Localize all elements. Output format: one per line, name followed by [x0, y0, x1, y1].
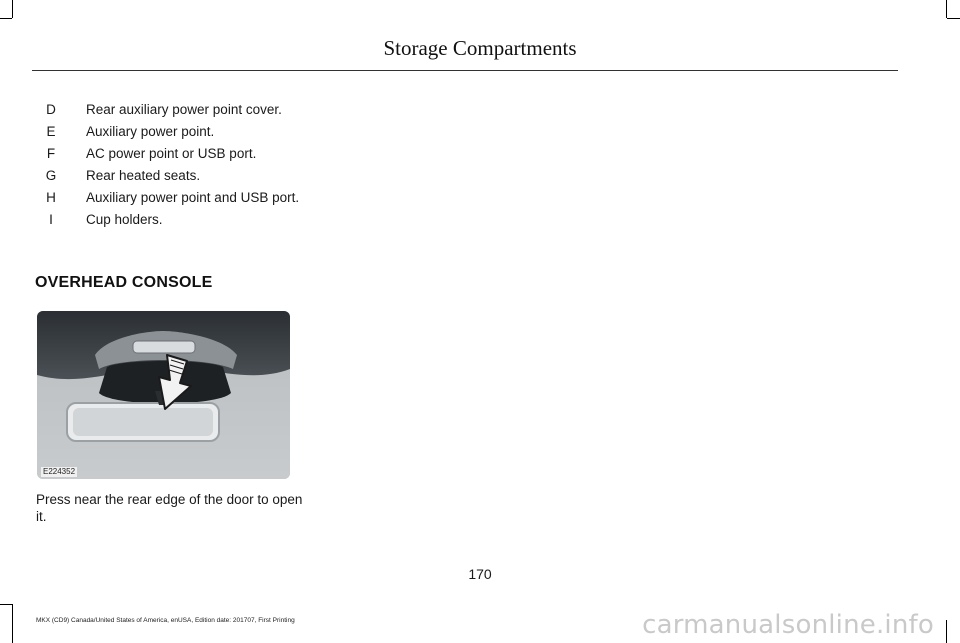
crop-mark: [0, 604, 12, 605]
mirror-glass: [73, 408, 213, 436]
legend-text: Cup holders.: [86, 212, 163, 227]
crop-mark: [947, 18, 960, 19]
watermark: carmanualsonline.info: [642, 610, 934, 640]
legend-letter: G: [45, 168, 57, 183]
legend-item: [36, 212, 306, 228]
page-number: 170: [468, 566, 492, 582]
legend-item: [36, 102, 306, 118]
legend-text: AC power point or USB port.: [86, 146, 257, 161]
legend-letter: E: [46, 124, 56, 139]
legend-text: Auxiliary power point.: [86, 124, 215, 139]
legend-text: Rear heated seats.: [86, 168, 201, 183]
legend-letter: D: [46, 102, 56, 117]
section-heading: OVERHEAD CONSOLE: [35, 274, 213, 291]
console-lamp: [133, 341, 195, 353]
crop-mark: [12, 604, 13, 643]
legend-text: Auxiliary power point and USB port.: [86, 190, 300, 205]
footer-text: MKX (CD9) Canada/United States of America, enUSA, Edition date: 201707, First Printing: [36, 617, 295, 624]
legend-letter: F: [46, 146, 56, 161]
legend-letter: H: [46, 190, 56, 205]
crop-mark: [946, 0, 947, 18]
instruction-text: Press near the rear edge of the door to open it.: [36, 492, 303, 524]
crop-mark: [0, 18, 12, 19]
legend-item: [36, 190, 306, 206]
overhead-console-illustration: [37, 311, 290, 479]
legend-item: [36, 146, 306, 162]
overhead-console-figure: [37, 311, 290, 479]
figure-code: E224352: [43, 467, 76, 476]
legend-text: Rear auxiliary power point cover.: [86, 102, 282, 117]
page-title: Storage Compartments: [383, 36, 577, 60]
crop-mark: [946, 620, 947, 643]
legend-item: [36, 124, 306, 140]
crop-mark: [12, 0, 13, 18]
legend-list: [36, 102, 306, 234]
legend-item: [36, 168, 306, 184]
header-rule: [32, 70, 898, 71]
legend-letter: I: [49, 212, 53, 227]
